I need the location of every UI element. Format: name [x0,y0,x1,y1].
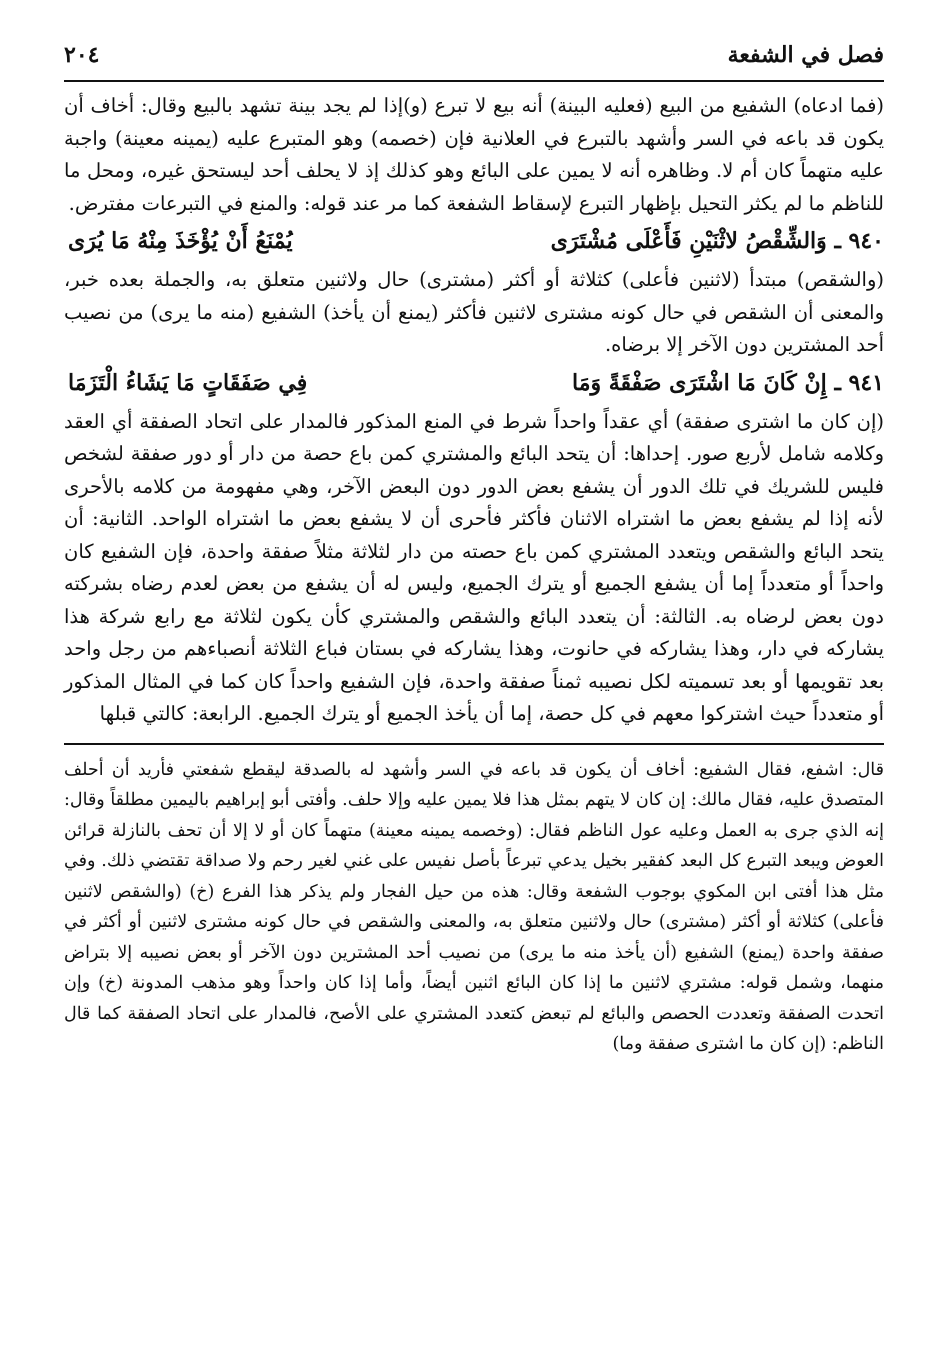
verse-941-first-hemistich: ٩٤١ ـ إِنْ كَانَ مَا اشْتَرَى صَفْقَةً وَمَا [571,369,884,396]
page-header [64,30,884,82]
verse-941 [64,366,884,400]
footnote-text: قال: اشفع، فقال الشفيع: أخاف أن يكون قد باعه في السر وأشهد له بالصدقة ليقطع شفعتي فأريد أن أحلف المتصدق عليه، فقال مالك: إن كان لا يتهم بمثل هذا فلا يمين عليه وإلا حلف. وأفتى أبو إبراهيم باليمين مطلقاً وقال: إنه الذي جرى به العمل وعليه عول الناظم فقال: (وخصمه يمينه معينة) متهماً كان أو لا إلا أن تحف بالنازلة قرائن العوض ويبعد التبرع كل البعد كفقير بخيل يدعي تبرعاً بأصل نفيس على غني لغير رحم ولا صداقة تقتضي ذلك. وفي مثل هذا أفتى ابن المكوي بوجوب الشفعة وقال: هذه من حيل الفجار ولم يذكر هذا الفرع (خ) (والشقص لاثنين فأعلى) كثلاثة أو أكثر (مشترى) حال ولاثنين متعلق به، والمعنى والشقص في حال كونه مشترى لاثنين أو أكثر في صفقة واحدة (يمنع) الشفيع (أن يأخذ منه ما يرى) من نصيب أحد المشترين دون الآخر أو بعض نصيبه إلا بتراض منهما، وشمل قوله: مشتري لاثنين ما إذا كان البائع اثنين أيضاً، وأما إذا كان واحداً وهو مذهب المدونة (خ) وإن اتحدت الصفقة وتعددت الحصص والبائع لم تبعض كتعدد المشتري على الأصح، فالمدار على اتحاد الصفقة كما قال الناظم: (إن كان ما اشترى صفقة وما) [64,759,884,1054]
verse-940-number: ٩٤٠ ـ [834,228,884,254]
commentary-paragraph-3: (إن كان ما اشترى صفقة) أي عقداً واحداً شرط في المنع المذكور فالمدار على اتحاد الصفقة أي العقد وكلامه شامل لأربع صور. إحداها: أن يتحد البائع والمشتري كمن باع حصة من دار أو دور صفقة لشخص فليس للشريك في تلك الدور أن يشفع بعض الدور دون البعض الآخر، وهي مفهومة من كلامه بالأحرى لأنه إذا لم يشفع بعض ما اشتراه الاثنان فأكثر فأحرى أن لا يشفع بعض ما اشتراه الواحد. الثانية: أن يتحد البائع والشقص ويتعدد المشتري كمن باع حصته من دار لثلاثة مثلاً صفقة واحدة، فإن الشفيع كان واحداً أو متعدداً إما أن يشفع الجميع أو يترك الجميع، وليس له أن يشفع من بعض لعدم رضاه بشركته دون بعض لرضاه به. الثالثة: أن يتعدد البائع والشقص والمشتري كأن يكون لثلاثة مع رابع شركة هذا يشاركه في دار، وهذا يشاركه في حانوت، وهذا يشاركه في بستان فباع الثلاثة أنصباءهم من رجل واحد بعد تقويمها أو بعد تسميته لكل نصيبه ثمناً صفقة واحدة، فإن الشفيع واحداً كان كما في المثال المذكور أو متعدداً حيث اشتركوا معهم في كل حصة، إما أن يأخذ الجميع أو يترك الجميع. الرابعة: كالتي قبلها [64,409,884,725]
commentary-paragraph-1: (فما ادعاه) الشفيع من البيع (فعليه البينة) أنه بيع لا تبرع (و)إذا لم يجد بينة تشهد بالبيع وقال: أخاف أن يكون قد باعه في السر وأشهد بالتبرع في العلانية فإن (خصمه) وهو المتبرع عليه (يمينه معينة) واجبة عليه متهماً كان أم لا. وظاهره أنه لا يمين على البائع وهو كذلك إذ لا يحلف أحد ليستحق غيره، ومحل ما للناظم ما لم يكثر التحيل بإظهار التبرع لإسقاط الشفعة كما مر عند قوله: والمنع في التبرعات مفترض. [64,94,884,215]
running-title: فصل في الشفعة [727,42,884,68]
verse-940-second-hemistich: يُمْنَعُ أَنْ يُؤْخَذَ مِنْهُ مَا يُرَى [68,228,293,254]
main-text [64,90,884,731]
footnotes [64,755,884,1060]
verse-941-second-hemistich: فِي صَفَقَاتٍ مَا يَشَاءُ الْتَزَمَا [68,369,308,396]
footnote-divider [64,743,884,745]
verse-941-number: ٩٤١ ـ [834,369,884,396]
verse-940-first-hemistich: ٩٤٠ ـ وَالشِّقْصُ لاثْنَيْنِ فَأَعْلَى مُشْتَرَى [550,228,884,254]
book-page [64,30,884,1340]
page-number: ٢٠٤ [64,42,100,68]
commentary-paragraph-2: (والشقص) مبتدأ (لاثنين فأعلى) كثلاثة أو أكثر (مشترى) حال ولاثنين متعلق به، والجملة بعده خبر، والمعنى أن الشقص في حال كونه مشترى لاثنين فأكثر (يمنع أن يأخذ) الشفيع (منه ما يرى) من نصيب أحد المشترين دون الآخر إلا برضاه. [64,268,884,356]
verse-940 [64,224,884,258]
